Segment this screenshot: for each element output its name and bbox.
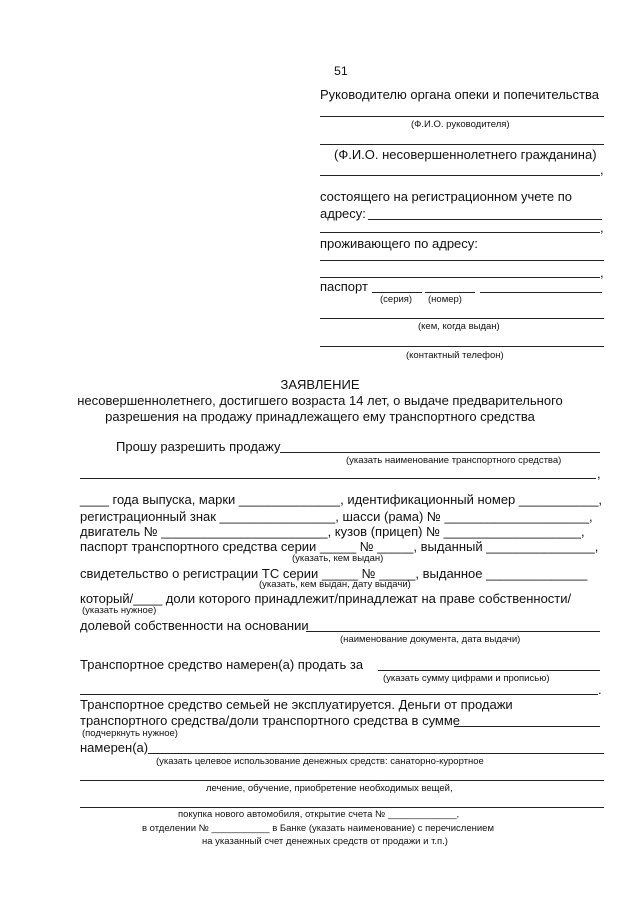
address-line-2 <box>320 232 600 233</box>
minor-name-line <box>320 175 600 176</box>
number-hint: (номер) <box>428 294 462 305</box>
issued-hint: (кем, когда выдан) <box>418 321 500 332</box>
vehicle-name-line-2 <box>80 478 596 479</box>
issued-line <box>320 318 604 319</box>
phone-hint: (контактный телефон) <box>406 350 504 361</box>
pts-line: паспорт транспортного средства серии _____ № _____, выданный _______________, <box>80 539 599 554</box>
purpose-line-1 <box>148 753 604 754</box>
purpose-line-3 <box>80 807 604 808</box>
underline-needed-hint: (подчеркнуть нужное) <box>82 728 178 739</box>
share-line: который/____ доли которого принадлежит/принадлежат на праве собственности/ <box>80 591 572 606</box>
statement-subtitle-2: разрешения на продажу принадлежащего ему транспортного средства <box>105 409 535 424</box>
residing-label: проживающего по адресу: <box>320 236 478 251</box>
reg-sign-line: регистрационный знак ________________, шасси (рама) № ____________________, <box>80 509 593 524</box>
head-name-line <box>320 116 604 117</box>
basis-hint: (наименование документа, дата выдачи) <box>340 634 521 645</box>
series-hint: (серия) <box>380 294 413 305</box>
sts-hint: (указать, кем выдан, дату выдачи) <box>259 579 411 590</box>
passport-series-line <box>372 292 422 293</box>
passport-label: паспорт <box>320 279 368 294</box>
engine-line: двигатель № _______________________, кузов (прицеп) № ___________________, <box>80 524 585 539</box>
vehicle-name-hint: (указать наименование транспортного средства) <box>346 455 562 466</box>
purpose-hint-3: покупка нового автомобиля, открытие счета № _____________, <box>178 809 460 820</box>
statement-subtitle-1: несовершеннолетнего, достигшего возраста 14 лет, о выдаче предварительного <box>77 393 563 408</box>
purpose-hint-4: в отделении № ___________ в Банке (указать наименование) с перечислением <box>142 823 494 834</box>
registered-label: состоящего на регистрационном учете по <box>320 189 572 204</box>
address-line-1 <box>368 219 602 220</box>
basis-line <box>306 631 600 632</box>
phone-line <box>320 346 604 347</box>
purpose-hint-5: на указанный счет денежных средств от продажи и т.п.) <box>202 836 448 847</box>
sum-line <box>378 670 600 671</box>
passport-number-line <box>425 292 475 293</box>
recipient-title: Руководителю органа опеки и попечительства <box>320 87 599 102</box>
money-label: транспортного средства/доли транспортного средства в сумме <box>80 713 461 728</box>
minor-name-top-line <box>320 144 604 145</box>
statement-title: ЗАЯВЛЕНИЕ <box>280 377 360 392</box>
residing-line-1 <box>320 260 604 261</box>
purpose-hint-2: лечение, обучение, приобретение необходимых вещей, <box>206 783 453 794</box>
money-line <box>454 726 600 727</box>
minor-name-hint: (Ф.И.О. несовершеннолетнего гражданина) <box>334 147 597 162</box>
underline-hint: (указать нужное) <box>82 605 157 616</box>
intends-label: Транспортное средство намерен(а) продать за <box>80 657 364 672</box>
passport-extra-line <box>480 292 602 293</box>
residing-line-2 <box>320 277 600 278</box>
request-label: Прошу разрешить продажу <box>116 439 281 454</box>
purpose-line-2 <box>80 780 604 781</box>
not-used-line: Транспортное средство семьей не эксплуатируется. Деньги от продажи <box>80 697 513 712</box>
sum-hint: (указать сумму цифрами и прописью) <box>383 673 550 684</box>
year-make-line: ____ года выпуска, марки ______________, идентификационный номер ___________, <box>80 492 603 507</box>
purpose-hint-1: (указать целевое использование денежных средств: санаторно-курортное <box>156 756 484 767</box>
sum-line-2 <box>80 694 598 695</box>
page-number: 51 <box>334 64 348 78</box>
head-name-hint: (Ф.И.О. руководителя) <box>411 119 510 130</box>
vehicle-name-line <box>280 452 600 453</box>
application-form-page: 51 Руководителю органа опеки и попечительства (Ф.И.О. руководителя) (Ф.И.О. несовершеннолетнего гражданина) , состоящего на регистрационном учете по адресу: , проживающего по адресу: , паспорт (серия) (номер) (кем, когда выдан) (контактный телефон) ЗАЯВЛЕНИЕ несовершеннолетнего, достигшего возраста 14 лет, о выдаче предварительного разрешения на продажу принадлежащего ему транспортного средства Прошу разрешить продажу (указать наименование транспортного средства) , ____ года выпуска, марки ______________, идентификационный номер ___________, регистрационный знак ________________, шасси (рама) № ____________________, двигатель № _______________________, кузов (прицеп) № ___________________, паспорт транспортного средства серии _____ № _____, выданный _______________, (указать, кем выдан) свидетельство о регистрации ТС серии _____ № _____, выданное ______________ (указать, кем выдан, дату выдачи) который/____ доли которого принадлежит/принадлежат на праве собственности/ (указать нужное) долевой собственности на основании (наименование документа, дата выдачи) Транспортное средство намерен(а) продать за (указать сумму цифрами и прописью) . Транспортное средство семьей не эксплуатируется. Деньги от продажи транспортного средства/доли транспортного средства в сумме (подчеркнуть нужное) намерен(а) (указать целевое использование денежных средств: санаторно-курортное лечение, обучение, приобретение необходимых вещей, покупка нового автомобиля, открытие счета № _____________, в отделении № ___________ в Банке (указать наименование) с перечислением на указанный счет денежных средств от продажи и т.п.) <box>0 0 640 905</box>
sts-line: свидетельство о регистрации ТС серии _____ № _____, выданное ______________ <box>80 566 588 581</box>
basis-label: долевой собственности на основании <box>80 618 309 633</box>
intended-label: намерен(а) <box>80 740 149 755</box>
address-label: адресу: <box>320 206 366 221</box>
pts-hint: (указать, кем выдан) <box>292 553 384 564</box>
